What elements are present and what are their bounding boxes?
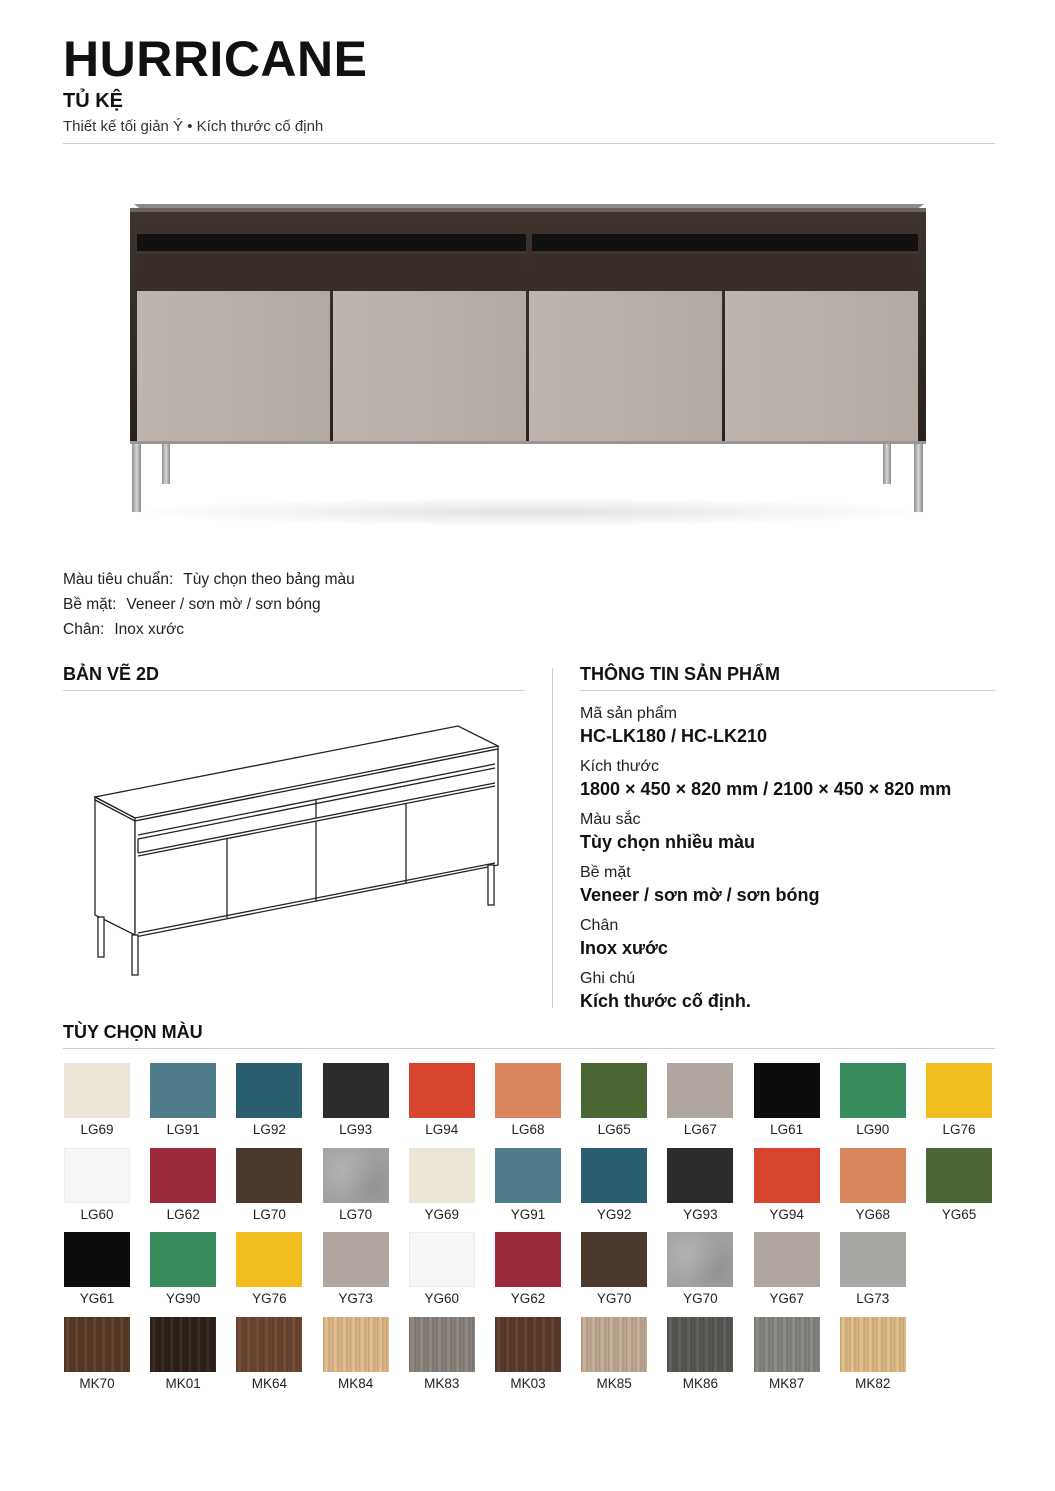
- page-title: HURRICANE: [63, 31, 368, 87]
- swatch-row: [63, 1317, 1003, 1402]
- swatch-chip: [754, 1232, 820, 1287]
- swatch-code: LG70: [252, 1206, 286, 1222]
- color-swatch[interactable]: [409, 1148, 475, 1222]
- swatch-code: MK70: [79, 1375, 115, 1391]
- color-swatch[interactable]: [323, 1063, 389, 1137]
- swatch-code: LG60: [80, 1206, 114, 1222]
- swatch-code: YG90: [165, 1291, 201, 1306]
- info-label: Kích thước: [580, 758, 660, 775]
- swatch-chip: [926, 1148, 992, 1203]
- info-label: Ghi chú: [580, 970, 636, 987]
- swatch-chip: [64, 1317, 130, 1372]
- summary-row: [63, 567, 355, 592]
- swatch-code: MK01: [165, 1375, 201, 1391]
- swatch-code: YG73: [338, 1291, 373, 1306]
- swatch-chip: [581, 1063, 647, 1118]
- color-swatch[interactable]: [754, 1317, 820, 1391]
- swatch-code: MK83: [424, 1375, 460, 1391]
- color-swatch[interactable]: [495, 1317, 561, 1391]
- header-divider: [63, 143, 995, 144]
- summary-label: Bề mặt:: [63, 596, 117, 613]
- color-swatch[interactable]: [64, 1232, 130, 1306]
- color-swatch[interactable]: [840, 1063, 906, 1137]
- swatch-chip: [667, 1063, 733, 1118]
- summary-row: [63, 592, 355, 617]
- swatch-code: MK86: [682, 1375, 719, 1391]
- swatch-code: YG70: [683, 1291, 718, 1306]
- swatch-chip: [667, 1148, 733, 1203]
- color-swatch[interactable]: [754, 1232, 820, 1306]
- info-item: [580, 916, 1010, 969]
- color-swatch[interactable]: [495, 1232, 561, 1306]
- swatch-code: LG76: [942, 1122, 976, 1137]
- info-value: HC-LK180 / HC-LK210: [580, 726, 768, 746]
- swatch-chip: [667, 1317, 733, 1372]
- swatch-code: LG94: [425, 1122, 459, 1137]
- color-swatch-grid: [63, 1063, 1003, 1401]
- color-swatch[interactable]: [409, 1063, 475, 1137]
- info-item: [580, 969, 1010, 1022]
- swatch-code: MK87: [768, 1375, 805, 1391]
- swatch-code: MK82: [855, 1375, 891, 1391]
- info-section-title: THÔNG TIN SẢN PHẨM: [580, 664, 780, 684]
- colors-section-title: TÙY CHỌN MÀU: [63, 1022, 203, 1042]
- info-label: Mã sản phẩm: [580, 705, 677, 722]
- color-swatch[interactable]: [236, 1148, 302, 1222]
- product-type: TỦ KỆ: [63, 90, 123, 112]
- swatch-chip: [150, 1063, 216, 1118]
- product-photo: [120, 190, 940, 530]
- swatch-code: LG92: [252, 1122, 286, 1137]
- info-label: Chân: [580, 917, 619, 934]
- swatch-chip: [323, 1317, 389, 1372]
- swatch-code: LG69: [80, 1122, 114, 1137]
- swatch-chip: [150, 1232, 216, 1287]
- swatch-chip: [409, 1063, 475, 1118]
- technical-drawing: [80, 715, 520, 985]
- swatch-code: LG90: [856, 1122, 890, 1137]
- swatch-chip: [840, 1317, 906, 1372]
- color-swatch[interactable]: [236, 1063, 302, 1137]
- swatch-code: LG67: [683, 1122, 717, 1137]
- swatch-chip: [323, 1063, 389, 1118]
- summary-value: Veneer / sơn mờ / sơn bóng: [126, 596, 321, 613]
- swatch-code: LG70: [339, 1206, 373, 1222]
- swatch-chip: [754, 1317, 820, 1372]
- swatch-chip: [840, 1148, 906, 1203]
- info-section-divider: [580, 690, 995, 691]
- color-swatch[interactable]: [840, 1317, 906, 1391]
- color-swatch[interactable]: [150, 1317, 216, 1391]
- swatch-chip: [754, 1148, 820, 1203]
- swatch-code: LG93: [339, 1122, 373, 1137]
- color-swatch[interactable]: [236, 1317, 302, 1391]
- info-item: [580, 704, 1010, 757]
- color-swatch[interactable]: [323, 1232, 389, 1306]
- swatch-chip: [323, 1232, 389, 1287]
- swatch-chip: [754, 1063, 820, 1118]
- swatch-code: YG68: [855, 1206, 891, 1222]
- info-label: Màu sắc: [580, 811, 641, 828]
- swatch-chip: [495, 1063, 561, 1118]
- swatch-code: YG93: [683, 1206, 718, 1222]
- color-swatch[interactable]: [581, 1317, 647, 1391]
- swatch-chip: [495, 1317, 561, 1372]
- color-swatch[interactable]: [495, 1063, 561, 1137]
- color-swatch[interactable]: [926, 1148, 992, 1222]
- swatch-chip: [64, 1232, 130, 1287]
- swatch-code: YG91: [510, 1206, 546, 1222]
- swatch-chip: [409, 1148, 475, 1203]
- color-swatch[interactable]: [581, 1063, 647, 1137]
- swatch-chip: [236, 1232, 302, 1287]
- swatch-code: MK84: [337, 1375, 374, 1391]
- swatch-chip: [840, 1232, 906, 1287]
- swatch-code: YG92: [596, 1206, 632, 1222]
- color-swatch[interactable]: [581, 1148, 647, 1222]
- swatch-chip: [150, 1317, 216, 1372]
- color-swatch[interactable]: [323, 1148, 389, 1222]
- swatch-chip: [64, 1148, 130, 1203]
- color-swatch[interactable]: [150, 1232, 216, 1306]
- swatch-code: LG68: [511, 1122, 545, 1137]
- swatch-chip: [495, 1148, 561, 1203]
- swatch-chip: [236, 1317, 302, 1372]
- swatch-code: YG61: [79, 1291, 115, 1306]
- spec-summary: [63, 567, 355, 642]
- swatch-chip: [236, 1148, 302, 1203]
- swatch-code: YG76: [252, 1291, 287, 1306]
- summary-value: Inox xước: [114, 621, 185, 638]
- info-value: 1800 × 450 × 820 mm / 2100 × 450 × 820 mm: [580, 779, 952, 799]
- swatch-chip: [495, 1232, 561, 1287]
- summary-label: Chân:: [63, 621, 105, 638]
- swatch-code: YG70: [596, 1291, 632, 1306]
- color-swatch[interactable]: [150, 1063, 216, 1137]
- swatch-chip: [667, 1232, 733, 1287]
- color-swatch[interactable]: [409, 1317, 475, 1391]
- colors-section-divider: [63, 1048, 995, 1049]
- drawing-section-divider: [63, 690, 525, 691]
- color-swatch[interactable]: [64, 1063, 130, 1137]
- swatch-chip: [323, 1148, 389, 1203]
- swatch-code: MK64: [251, 1375, 288, 1391]
- swatch-chip: [581, 1317, 647, 1372]
- info-value: Inox xước: [580, 938, 668, 958]
- summary-row: [63, 617, 355, 642]
- swatch-chip: [409, 1232, 475, 1287]
- color-swatch[interactable]: [236, 1232, 302, 1306]
- column-divider: [552, 668, 553, 1008]
- color-swatch[interactable]: [150, 1148, 216, 1222]
- color-swatch[interactable]: [323, 1317, 389, 1391]
- tagline: Thiết kế tối giản Ý • Kích thước cố định: [63, 118, 324, 135]
- swatch-code: YG69: [424, 1206, 460, 1222]
- swatch-chip: [840, 1063, 906, 1118]
- color-swatch[interactable]: [64, 1317, 130, 1391]
- info-item: [580, 757, 1010, 810]
- swatch-chip: [150, 1148, 216, 1203]
- info-value: Kích thước cố định.: [580, 991, 751, 1011]
- color-swatch[interactable]: [840, 1148, 906, 1222]
- color-swatch[interactable]: [64, 1148, 130, 1222]
- info-value: Veneer / sơn mờ / sơn bóng: [580, 885, 820, 905]
- swatch-code: MK85: [596, 1375, 632, 1391]
- swatch-row: [63, 1148, 1003, 1233]
- swatch-code: LG65: [597, 1122, 631, 1137]
- swatch-chip: [581, 1232, 647, 1287]
- info-item: [580, 863, 1010, 916]
- swatch-row: [63, 1232, 1003, 1317]
- drawing-section-title: BẢN VẼ 2D: [63, 664, 160, 684]
- swatch-code: YG62: [510, 1291, 546, 1306]
- summary-label: Màu tiêu chuẩn:: [63, 571, 174, 588]
- color-swatch[interactable]: [667, 1063, 733, 1137]
- color-swatch[interactable]: [754, 1063, 820, 1137]
- product-info: [580, 704, 1010, 1022]
- swatch-code: YG60: [424, 1291, 460, 1306]
- swatch-code: LG73: [856, 1291, 890, 1306]
- swatch-code: LG62: [166, 1206, 200, 1222]
- swatch-chip: [926, 1063, 992, 1118]
- color-swatch[interactable]: [840, 1232, 906, 1306]
- color-swatch[interactable]: [495, 1148, 561, 1222]
- summary-value: Tùy chọn theo bảng màu: [183, 571, 355, 588]
- swatch-row: [63, 1063, 1003, 1148]
- color-swatch[interactable]: [409, 1232, 475, 1306]
- color-swatch[interactable]: [667, 1232, 733, 1306]
- color-swatch[interactable]: [667, 1148, 733, 1222]
- swatch-chip: [581, 1148, 647, 1203]
- color-swatch[interactable]: [926, 1063, 992, 1137]
- color-swatch[interactable]: [667, 1317, 733, 1391]
- swatch-chip: [64, 1063, 130, 1118]
- info-item: [580, 810, 1010, 863]
- swatch-chip: [236, 1063, 302, 1118]
- swatch-code: YG94: [769, 1206, 804, 1222]
- swatch-code: YG65: [941, 1206, 977, 1222]
- swatch-chip: [409, 1317, 475, 1372]
- swatch-code: YG67: [769, 1291, 804, 1306]
- color-swatch[interactable]: [581, 1232, 647, 1306]
- swatch-code: LG61: [770, 1122, 804, 1137]
- color-swatch[interactable]: [754, 1148, 820, 1222]
- info-value: Tùy chọn nhiều màu: [580, 832, 756, 852]
- swatch-code: LG91: [166, 1122, 200, 1137]
- info-label: Bề mặt: [580, 864, 631, 881]
- swatch-code: MK03: [510, 1375, 546, 1391]
